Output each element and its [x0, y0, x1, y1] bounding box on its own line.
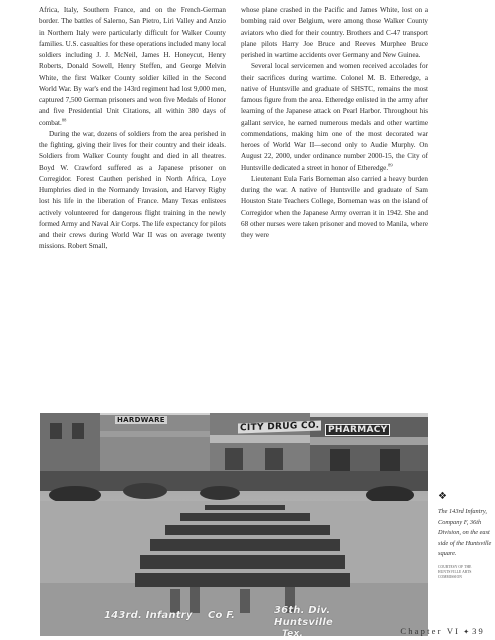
- photo-inscription-division: 36th. Div.: [274, 605, 331, 616]
- left-paragraph-1: [39, 5, 226, 129]
- footer-separator-icon: ✦: [463, 628, 470, 636]
- hardware-sign: HARDWARE: [117, 416, 165, 424]
- caption-credit: COURTESY OF THE HUNTSVILLE ARTS COMMISSION: [438, 564, 472, 579]
- caption-ornament-icon: ❖: [438, 491, 447, 502]
- photo-inscription-unit: 143rd. Infantry: [104, 610, 193, 621]
- caption-text: The 143rd Infantry, Company F, 36th Division, on the east side of the Huntsville square.: [438, 508, 492, 557]
- left-text-column: [39, 5, 226, 253]
- drug-store-sign: CITY DRUG CO.: [240, 420, 320, 434]
- right-paragraph-3: Lieutenant Eula Faris Borneman also carried a heavy burden during the war. A native of Huntsville and graduate of Sam Houston State Teachers College, Borneman was on the island of Corregidor when the Japanese Army overran it in 1942. She and 68 other nurses were taken prisoner and moved to Manila, where they were: [241, 174, 428, 239]
- historical-photo: [40, 413, 428, 636]
- right-text-column: [241, 5, 428, 241]
- photo-scene: [40, 413, 428, 636]
- pharmacy-sign: PHARMACY: [325, 424, 390, 436]
- left-paragraph-1-text: Africa, Italy, Southern France, and on the French-German border. The battles of Salerno, San Pietro, Liri Valley and Anzio in Northern Italy were particularly difficult for Walker County families. U.S. casualties for these operations included many local soldiers including J. J. McNeil, James H. Honeycut, Henry Roberts, Donald Sowell, Henry Steffen, and George Melvin White, the first Walker County soldier killed in the Second World War. By war's end the 143rd regiment had lost 9,000 men, captured 7,500 German prisoners and won five Medals of Honor and five Presidential Unit Citations, all within 380 days of combat.: [39, 6, 226, 127]
- chapter-label: Chapter VI: [400, 626, 461, 636]
- photo-inscription-town: Huntsville: [274, 617, 333, 628]
- right-paragraph-2: [241, 61, 428, 174]
- photo-inscription-state: Tex.: [282, 629, 304, 636]
- photo-inscription-company: Co F.: [208, 610, 236, 621]
- footnote-ref-88: 88: [61, 117, 67, 123]
- page-number: 39: [472, 626, 485, 636]
- right-paragraph-1: whose plane crashed in the Pacific and James White, lost on a bombing raid over Belgium, were among those Walker County aviators who died for their country. Brothers and C-47 transport plane pilots Harry Joe Bruce and Reeves Murphee Bruce perished in wartime accidents over Germany and New Guinea.: [241, 6, 428, 59]
- right-paragraph-2-text: Several local servicemen and women received accolades for their sacrifices during wartime. Colonel M. B. Etheredge, a native of Huntsville and graduate of SHSTC, remains the most famous figure from the area. Etheredge enlisted in the army after learning of the Japanese attack on Pearl Harbor. Throughout his gallant service, he earned numerous medals and other wartime commendations, making him one of the most decorated war heroes of World War II—second only to Audie Murphy. On August 22, 2000, under ordinance number 2000-15, the City of Huntsville dedicated a street in honor of Etheredge.: [241, 62, 428, 172]
- footnote-ref-89: 89: [388, 162, 393, 168]
- page-footer: [400, 626, 485, 636]
- photo-caption: [438, 492, 495, 580]
- left-paragraph-2: During the war, dozens of soldiers from the area perished in the fighting, giving their lives for their country and their ideals. Soldiers from Walker County fought and died in all theatres. Boyd W. Crawford suffered as a Japanese prisoner on Corregidor. Forest Cauthen perished in North Africa, Loye Humphries died in the Normandy Invasion, and Harvey Rigby lost his life in the liberation of France. Many Texas enlistees actively volunteered for dangerous flight training in the newly formed Army and Naval Air Corps. The life expectancy for pilots and their crews during World War II was on average twenty missions. Robert Small,: [39, 129, 226, 251]
